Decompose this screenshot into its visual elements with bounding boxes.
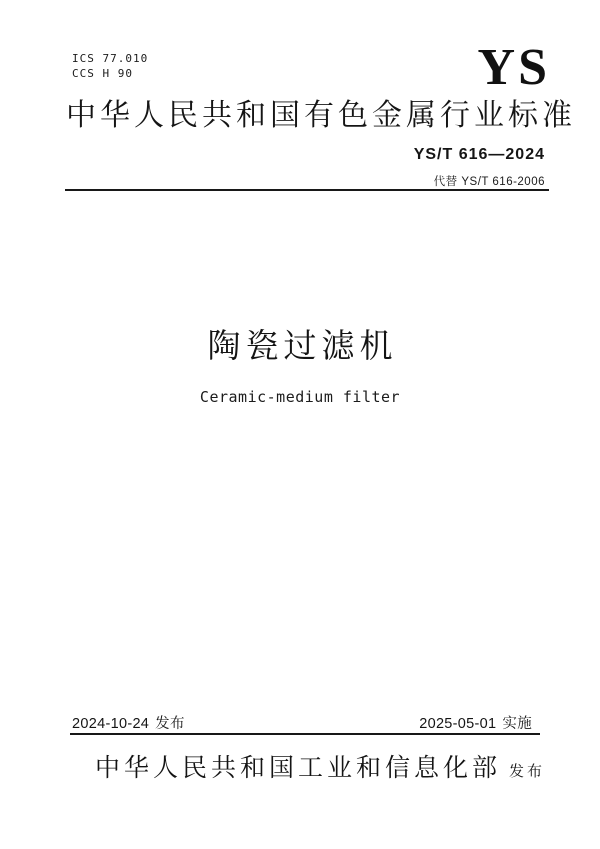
replaces-note: 代替 YS/T 616-2006 (433, 176, 545, 188)
classification-codes (72, 51, 148, 81)
publisher-row (40, 748, 600, 784)
issue-date-line (72, 712, 185, 733)
implementation-date-line (419, 712, 532, 733)
top-divider-rule (65, 189, 549, 191)
ccs-code: CCS H 90 (72, 67, 133, 80)
publisher-action-label: 发布 (509, 763, 546, 780)
date-row (72, 712, 532, 733)
document-title-chinese: 陶瓷过滤机 (207, 327, 398, 364)
document-title-english: Ceramic-medium filter (199, 388, 401, 406)
standard-category-heading: 中华人民共和国有色金属行业标准 (66, 99, 576, 132)
issue-label: 发布 (155, 716, 185, 732)
issue-date: 2024-10-24 (72, 716, 150, 732)
bottom-divider-rule (70, 733, 540, 735)
implementation-label: 实施 (502, 716, 532, 732)
publisher-name: 中华人民共和国工业和信息化部 (94, 754, 501, 782)
ys-logo: YS (477, 39, 550, 96)
standard-number: YS/T 616—2024 (413, 146, 545, 163)
ics-code: ICS 77.010 (72, 52, 149, 65)
implementation-date: 2025-05-01 (419, 716, 497, 732)
